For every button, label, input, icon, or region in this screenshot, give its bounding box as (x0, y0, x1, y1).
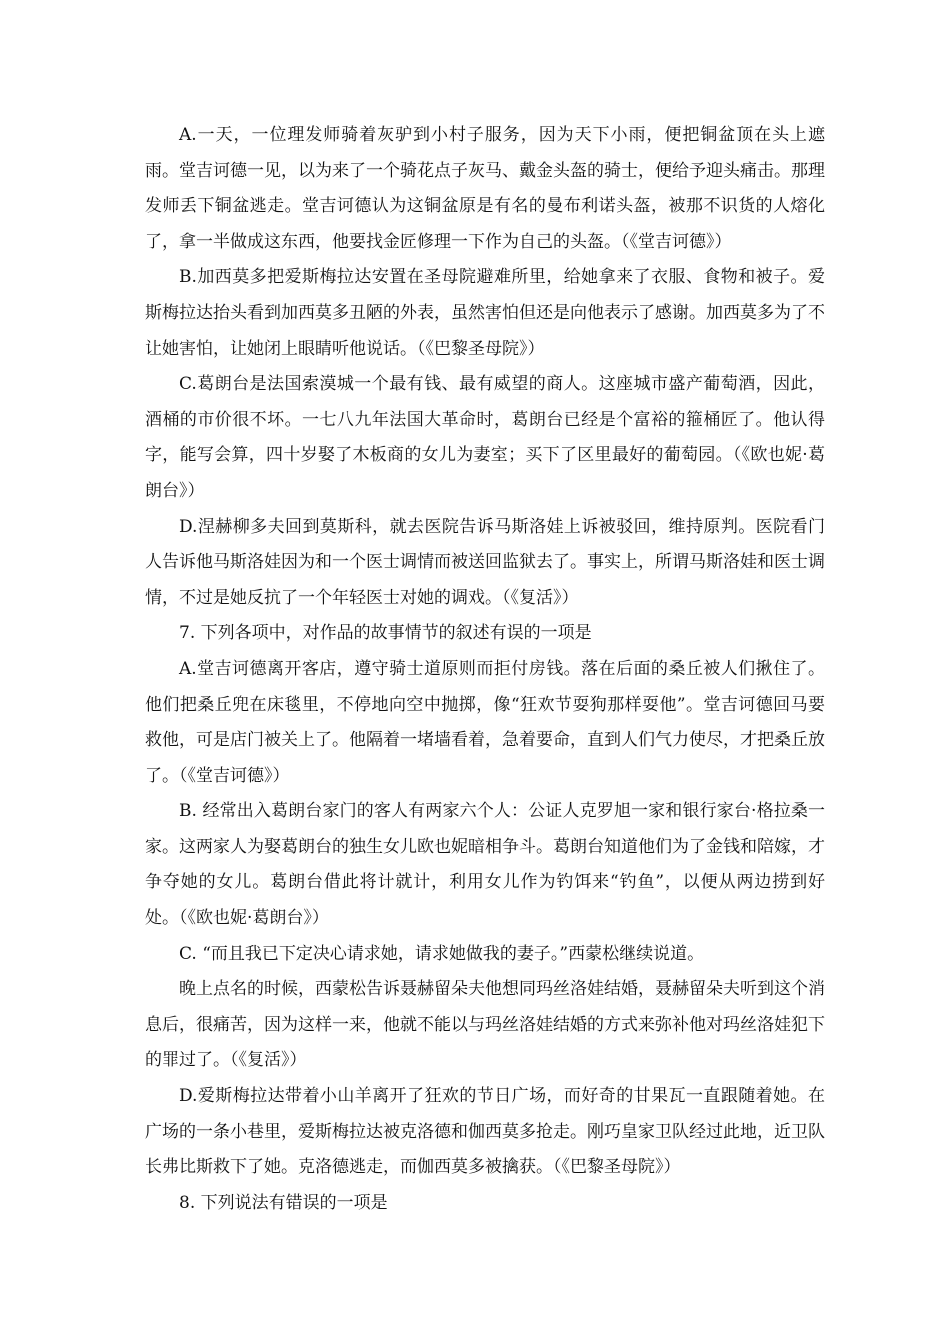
q6-option-d: D.涅赫柳多夫回到莫斯科，就去医院告诉马斯洛娃上诉被驳回，维持原判。医院看门人告诉他马斯洛娃因为和一个医士调情而被送回监狱去了。事实上，所谓马斯洛娃和医士调情，不过是她反抗了一个年轻医士对她的调戏。（《复活》） (145, 516, 825, 608)
q7-option-c-quote: C. “而且我已下定决心请求她，请求她做我的妻子。”西蒙松继续说道。 (179, 943, 705, 964)
q7-stem: 7. 下列各项中，对作品的故事情节的叙述有误的一项是 (179, 623, 592, 644)
q7-option-d: D.爱斯梅拉达带着小山羊离开了狂欢的节日广场，而好奇的甘果瓦一直跟随着她。在广场的一条小巷里，爱斯梅拉达被克洛德和伽西莫多抢走。刚巧皇家卫队经过此地，近卫队长弗比斯救下了她。克洛德逃走，而伽西莫多被擒获。（《巴黎圣母院》） (145, 1086, 825, 1178)
q6-option-a: A.一天，一位理发师骑着灰驴到小村子服务，因为天下小雨，便把铜盆顶在头上遮雨。堂吉诃德一见，以为来了一个骑花点子灰马、戴金头盔的骑士，便给予迎头痛击。那理发师丢下铜盆逃走。堂吉诃德认为这铜盆原是有名的曼布利诺头盔，被那不识货的人熔化了，拿一半做成这东西，他要找金匠修理一下作为自己的头盔。（《堂吉诃德》） (145, 125, 825, 252)
q7-option-b: B. 经常出入葛朗台家门的客人有两家六个人：公证人克罗旭一家和银行家台·格拉桑一家。这两家人为娶葛朗台的独生女儿欧也妮暗相争斗。葛朗台知道他们为了金钱和陪嫁，才争夺她的女儿。葛朗台借此将计就计，利用女儿作为钓饵来“钓鱼”，以便从两边捞到好处。（《欧也妮·葛朗台》） (145, 801, 825, 929)
q7-option-c-body: 晚上点名的时候，西蒙松告诉聂赫留朵夫他想同玛丝洛娃结婚，聂赫留朵夫听到这个消息后，很痛苦，因为这样一来，他就不能以与玛丝洛娃结婚的方式来弥补他对玛丝洛娃犯下的罪过了。（《复活》） (145, 979, 825, 1071)
q8-stem: 8. 下列说法有错误的一项是 (179, 1192, 388, 1213)
q6-option-c: C.葛朗台是法国索漠城一个最有钱、最有威望的商人。这座城市盛产葡萄酒，因此，酒桶的市价很不坏。一七八九年法国大革命时，葛朗台已经是个富裕的箍桶匠了。他认得字，能写会算，四十岁娶了木板商的女儿为妻室；买下了区里最好的葡萄园。（《欧也妮·葛朗台》） (145, 374, 825, 501)
document-page (145, 118, 825, 1221)
q6-option-b: B.加西莫多把爱斯梅拉达安置在圣母院避难所里，给她拿来了衣服、食物和被子。爱斯梅拉达抬头看到加西莫多丑陋的外表，虽然害怕但还是向他表示了感谢。加西莫多为了不让她害怕，让她闭上眼睛听他说话。（《巴黎圣母院》） (145, 267, 825, 359)
q7-option-a: A.堂吉诃德离开客店，遵守骑士道原则而拒付房钱。落在后面的桑丘被人们揪住了。他们把桑丘兜在床毯里，不停地向空中抛掷，像“狂欢节耍狗那样耍他”。堂吉诃德回马要救他，可是店门被关上了。他隔着一堵墙看着，急着要命，直到人们气力使尽，才把桑丘放了。（《堂吉诃德》） (145, 658, 825, 786)
